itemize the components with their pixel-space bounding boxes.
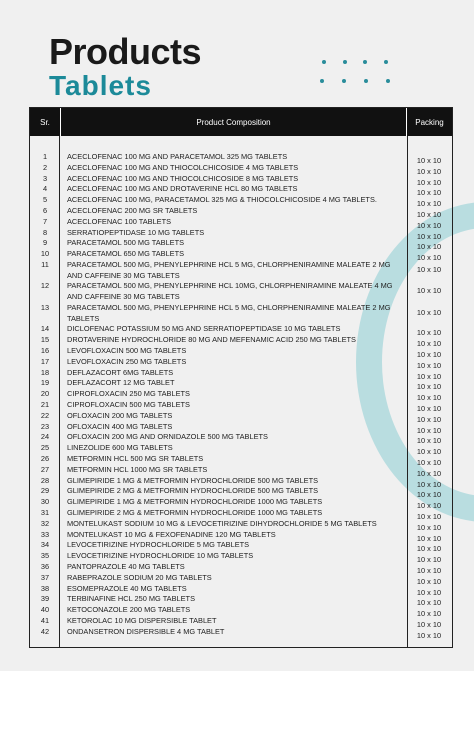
row-composition: DICLOFENAC POTASSIUM 50 MG AND SERRATIOPEPTIDASE 10 MG TABLETS bbox=[67, 324, 341, 334]
row-composition: CIPROFLOXACIN 500 MG TABLETS bbox=[67, 400, 190, 410]
row-composition: LEVOCETIRIZINE HYDROCHLORIDE 5 MG TABLETS bbox=[67, 540, 250, 550]
row-packing: 10 x 10 bbox=[416, 522, 442, 532]
row-packing: 10 x 10 bbox=[416, 209, 442, 219]
row-packing: 10 x 10 bbox=[416, 371, 442, 381]
row-packing: 10 x 10 bbox=[416, 156, 442, 165]
row-sr: 12 bbox=[40, 281, 50, 291]
row-composition: KETOROLAC 10 MG DISPERSIBLE TABLET bbox=[67, 615, 217, 625]
row-packing: 10 x 10 bbox=[416, 436, 442, 446]
page-title: Products bbox=[49, 31, 202, 72]
row-composition: DEFLAZACORT 6MG TABLETS bbox=[67, 367, 174, 377]
row-sr: 23 bbox=[40, 421, 50, 431]
row-composition: GLIMEPIRIDE 2 MG & METFORMIN HYDROCHLORIDE 500 MG TABLETS bbox=[67, 486, 319, 496]
row-composition: LEVOCETIRIZINE HYDROCHLORIDE 10 MG TABLETS bbox=[67, 551, 254, 561]
row-composition: PARACETAMOL 500 MG TABLETS bbox=[67, 238, 185, 248]
row-sr: 41 bbox=[40, 615, 50, 625]
row-composition: TERBINAFINE HCL 250 MG TABLETS bbox=[67, 594, 195, 604]
row-packing: 10 x 10 bbox=[416, 501, 442, 511]
decorative-dots-top bbox=[322, 60, 388, 64]
row-packing: 10 x 10 bbox=[416, 253, 442, 263]
table-row bbox=[30, 486, 452, 500]
table-row bbox=[30, 422, 452, 433]
row-sr: 4 bbox=[42, 184, 48, 194]
row-sr: 1 bbox=[42, 152, 48, 161]
row-composition: CIPROFLOXACIN 250 MG TABLETS bbox=[67, 389, 190, 399]
row-packing: 10 x 10 bbox=[416, 242, 442, 252]
table-row bbox=[30, 303, 452, 325]
table-row bbox=[30, 551, 452, 565]
table-row bbox=[30, 411, 452, 422]
row-packing: 10 x 10 bbox=[416, 220, 442, 230]
table-row bbox=[30, 562, 452, 573]
table-row bbox=[30, 378, 452, 392]
row-composition: MONTELUKAST SODIUM 10 MG & LEVOCETIRIZINE DIHYDROCHLORIDE 5 MG TABLETS bbox=[67, 518, 377, 528]
row-packing: 10 x 10 bbox=[416, 544, 442, 554]
row-sr: 19 bbox=[40, 378, 50, 388]
row-packing: 10 x 10 bbox=[416, 199, 442, 209]
row-sr: 30 bbox=[40, 497, 50, 507]
table-row bbox=[30, 249, 452, 263]
row-composition: METFORMIN HCL 1000 MG SR TABLETS bbox=[67, 464, 208, 474]
row-sr: 31 bbox=[40, 508, 50, 518]
row-packing: 10 x 10 bbox=[416, 533, 442, 543]
column-header-composition: Product Composition bbox=[60, 108, 407, 136]
products-table bbox=[29, 107, 453, 648]
row-packing: 10 x 10 bbox=[416, 286, 442, 296]
table-row bbox=[30, 281, 452, 303]
row-sr: 39 bbox=[40, 594, 50, 604]
row-composition: ACECLOFENAC 100 MG AND DROTAVERINE HCL 80 MG TABLETS bbox=[67, 184, 298, 194]
row-packing: 10 x 10 bbox=[416, 447, 442, 457]
row-sr: 33 bbox=[40, 529, 50, 539]
row-sr: 26 bbox=[40, 454, 50, 464]
table-row bbox=[30, 389, 452, 403]
row-composition: ACECLOFENAC 100 MG AND THIOCOLCHICOSIDE 8 MG TABLETS bbox=[67, 173, 299, 183]
row-composition: LEVOFLOXACIN 500 MG TABLETS bbox=[67, 346, 187, 356]
row-composition: ACECLOFENAC 100 TABLETS bbox=[67, 216, 172, 226]
row-composition: ESOMEPRAZOLE 40 MG TABLETS bbox=[67, 583, 187, 593]
row-sr: 7 bbox=[42, 216, 48, 226]
row-composition: METFORMIN HCL 500 MG SR TABLETS bbox=[67, 454, 204, 464]
row-packing: 10 x 10 bbox=[416, 350, 442, 360]
table-row bbox=[30, 400, 452, 414]
table-row bbox=[30, 454, 452, 468]
row-sr: 18 bbox=[40, 367, 50, 377]
row-sr: 25 bbox=[40, 443, 50, 453]
row-packing: 10 x 10 bbox=[416, 512, 442, 522]
row-composition: OFLOXACIN 400 MG TABLETS bbox=[67, 421, 173, 431]
row-composition: PARACETAMOL 650 MG TABLETS bbox=[67, 249, 185, 259]
row-sr: 38 bbox=[40, 583, 50, 593]
page-subtitle: Tablets bbox=[49, 70, 152, 101]
row-sr: 2 bbox=[42, 162, 48, 172]
row-composition: OFLOXACIN 200 MG TABLETS bbox=[67, 410, 173, 420]
table-row bbox=[30, 443, 452, 457]
row-sr: 3 bbox=[42, 173, 48, 183]
row-packing: 10 x 10 bbox=[416, 576, 442, 586]
row-composition: KETOCONAZOLE 200 MG TABLETS bbox=[67, 605, 191, 615]
table-row bbox=[30, 184, 452, 198]
row-sr: 10 bbox=[40, 249, 50, 259]
table-row bbox=[30, 346, 452, 360]
table-header bbox=[30, 108, 452, 136]
row-packing: 10 x 10 bbox=[416, 166, 442, 176]
table-row bbox=[30, 228, 452, 239]
table-row bbox=[30, 519, 452, 530]
row-composition: PARACETAMOL 500 MG, PHENYLEPHRINE HCL 5 MG, CHLORPHENIRAMINE MALEATE 2 MG TABLETS bbox=[67, 302, 391, 323]
table-row bbox=[30, 335, 452, 349]
table-row bbox=[30, 530, 452, 541]
row-packing: 10 x 10 bbox=[416, 458, 442, 468]
table-row bbox=[30, 368, 452, 379]
row-composition: DEFLAZACORT 12 MG TABLET bbox=[67, 378, 175, 388]
row-composition: ACECLOFENAC 100 MG AND THIOCOLCHICOSIDE 4 MG TABLETS bbox=[67, 162, 299, 172]
table-row bbox=[30, 238, 452, 252]
row-composition: DROTAVERINE HYDROCHLORIDE 80 MG AND MEFENAMIC ACID 250 MG TABLETS bbox=[67, 335, 356, 345]
row-composition: GLIMEPIRIDE 1 MG & METFORMIN HYDROCHLORIDE 500 MG TABLETS bbox=[67, 475, 319, 485]
column-header-sr: Sr. bbox=[40, 117, 50, 127]
row-composition: SERRATIOPEPTIDASE 10 MG TABLETS bbox=[67, 227, 205, 237]
table-row bbox=[30, 195, 452, 209]
row-packing: 10 x 10 bbox=[416, 188, 442, 198]
row-packing: 10 x 10 bbox=[416, 468, 442, 478]
table-row bbox=[30, 163, 452, 174]
row-composition: LINEZOLIDE 600 MG TABLETS bbox=[67, 443, 173, 453]
row-composition: PANTOPRAZOLE 40 MG TABLETS bbox=[67, 562, 185, 571]
table-row bbox=[30, 627, 452, 638]
table-row bbox=[30, 540, 452, 554]
row-sr: 16 bbox=[40, 346, 50, 356]
table-rows bbox=[30, 152, 452, 638]
row-sr: 14 bbox=[40, 324, 50, 334]
table-row bbox=[30, 594, 452, 608]
table-row bbox=[30, 465, 452, 476]
table-row bbox=[30, 476, 452, 487]
row-sr: 8 bbox=[42, 227, 48, 237]
row-sr: 35 bbox=[40, 551, 50, 561]
row-packing: 10 x 10 bbox=[416, 382, 442, 392]
row-sr: 17 bbox=[40, 356, 50, 366]
table-row bbox=[30, 573, 452, 584]
row-packing: 10 x 10 bbox=[416, 425, 442, 435]
row-sr: 21 bbox=[40, 400, 50, 410]
row-sr: 22 bbox=[40, 410, 50, 420]
row-sr: 5 bbox=[42, 195, 48, 205]
table-body bbox=[30, 136, 452, 647]
row-packing: 10 x 10 bbox=[416, 555, 442, 565]
table-row bbox=[30, 616, 452, 627]
row-packing: 10 x 10 bbox=[416, 360, 442, 370]
row-composition: RABEPRAZOLE SODIUM 20 MG TABLETS bbox=[67, 572, 212, 582]
table-row bbox=[30, 217, 452, 228]
table-row bbox=[30, 206, 452, 217]
table-row bbox=[30, 605, 452, 619]
table-row bbox=[30, 324, 452, 338]
row-sr: 40 bbox=[40, 605, 50, 615]
row-sr: 11 bbox=[41, 259, 49, 269]
row-sr: 24 bbox=[40, 432, 50, 442]
row-packing: 10 x 10 bbox=[416, 393, 442, 403]
row-packing: 10 x 10 bbox=[416, 587, 442, 597]
table-row bbox=[30, 152, 452, 163]
row-packing: 10 x 10 bbox=[416, 630, 442, 640]
table-row bbox=[30, 357, 452, 368]
row-composition: ACECLOFENAC 100 MG, PARACETAMOL 325 MG & THIOCOLCHICOSIDE 4 MG TABLETS. bbox=[67, 195, 377, 205]
row-sr: 20 bbox=[40, 389, 50, 399]
row-packing: 10 x 10 bbox=[416, 328, 442, 338]
table-row bbox=[30, 260, 452, 282]
decorative-dots-bottom bbox=[320, 79, 390, 83]
table-row bbox=[30, 508, 452, 522]
row-composition: ACECLOFENAC 100 MG AND PARACETAMOL 325 MG TABLETS bbox=[67, 152, 288, 161]
row-packing: 10 x 10 bbox=[416, 566, 442, 575]
row-sr: 29 bbox=[40, 486, 50, 496]
row-composition: PARACETAMOL 500 MG, PHENYLEPHRINE HCL 10MG, CHLORPHENIRAMINE MALEATE 4 MG AND CAFFEINE 30 MG TABLETS bbox=[67, 281, 393, 302]
row-packing: 10 x 10 bbox=[416, 177, 442, 187]
row-sr: 37 bbox=[40, 572, 50, 582]
row-packing: 10 x 10 bbox=[416, 307, 442, 317]
row-sr: 32 bbox=[40, 518, 50, 528]
row-packing: 10 x 10 bbox=[416, 609, 442, 619]
row-sr: 6 bbox=[42, 205, 48, 215]
row-packing: 10 x 10 bbox=[416, 619, 442, 629]
row-sr: 13 bbox=[40, 302, 50, 312]
row-composition: ACECLOFENAC 200 MG SR TABLETS bbox=[67, 205, 198, 215]
row-packing: 10 x 10 bbox=[416, 264, 442, 274]
row-sr: 27 bbox=[40, 464, 50, 474]
row-packing: 10 x 10 bbox=[416, 339, 442, 349]
row-sr: 9 bbox=[42, 238, 48, 248]
row-composition: ONDANSETRON DISPERSIBLE 4 MG TABLET bbox=[67, 626, 225, 636]
row-composition: GLIMEPIRIDE 1 MG & METFORMIN HYDROCHLORIDE 1000 MG TABLETS bbox=[67, 497, 323, 507]
column-header-packing: Packing bbox=[415, 117, 444, 127]
row-packing: 10 x 10 bbox=[416, 231, 442, 241]
row-sr: 28 bbox=[40, 475, 50, 485]
row-composition: MONTELUKAST 10 MG & FEXOFENADINE 120 MG TABLETS bbox=[67, 529, 276, 539]
row-packing: 10 x 10 bbox=[416, 490, 442, 500]
table-row bbox=[30, 584, 452, 595]
row-sr: 36 bbox=[40, 562, 50, 571]
row-composition: PARACETAMOL 500 MG, PHENYLEPHRINE HCL 5 MG, CHLORPHENIRAMINE MALEATE 2 MG AND CAFFEINE 30 MG TABLETS bbox=[67, 259, 391, 280]
row-packing: 10 x 10 bbox=[416, 404, 442, 414]
row-composition: OFLOXACIN 200 MG AND ORNIDAZOLE 500 MG TABLETS bbox=[67, 432, 268, 442]
row-composition: GLIMEPIRIDE 2 MG & METFORMIN HYDROCHLORIDE 1000 MG TABLETS bbox=[67, 508, 323, 518]
table-row bbox=[30, 432, 452, 446]
row-composition: LEVOFLOXACIN 250 MG TABLETS bbox=[67, 356, 187, 366]
table-row bbox=[30, 174, 452, 185]
row-sr: 34 bbox=[40, 540, 50, 550]
row-packing: 10 x 10 bbox=[416, 414, 442, 424]
row-sr: 15 bbox=[40, 335, 50, 345]
row-sr: 42 bbox=[40, 626, 50, 636]
row-packing: 10 x 10 bbox=[416, 598, 442, 608]
table-row bbox=[30, 497, 452, 511]
row-packing: 10 x 10 bbox=[416, 479, 442, 489]
